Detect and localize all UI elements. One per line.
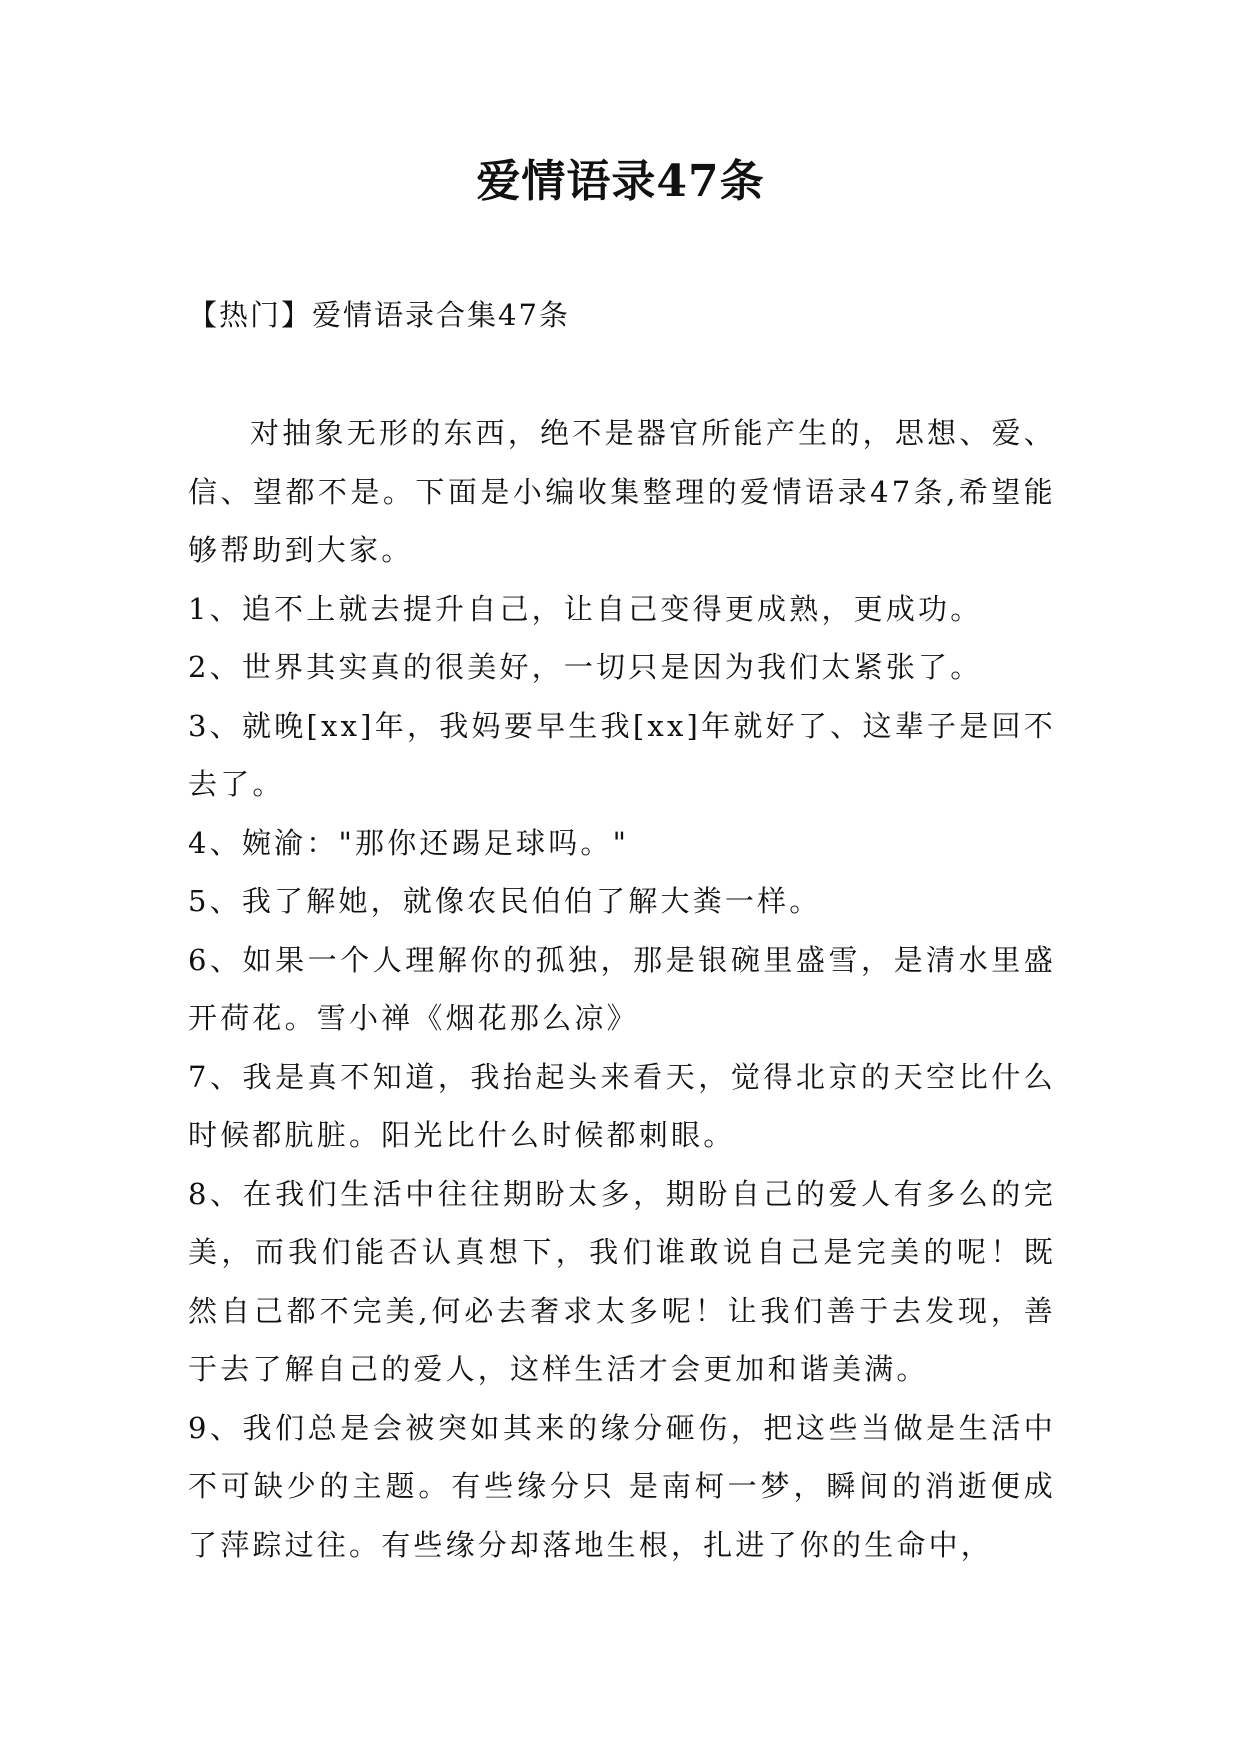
quote-item-7: 7、我是真不知道，我抬起头来看天，觉得北京的天空比什么时候都肮脏。阳光比什么时候都刺眼。 <box>188 1059 1056 1152</box>
quote-item-1: 1、追不上就去提升自己，让自己变得更成熟，更成功。 <box>188 591 983 626</box>
document-title: 爱情语录47条 <box>476 156 765 207</box>
intro-paragraph: 对抽象无形的东西，绝不是器官所能产生的，思想、爱、信、望都不是。下面是小编收集整理的爱情语录47条,希望能够帮助到大家。 <box>188 416 1056 567</box>
quote-item-3: 3、就晚[xx]年，我妈要早生我[xx]年就好了、这辈子是回不去了。 <box>188 708 1056 801</box>
quote-item-6: 6、如果一个人理解你的孤独，那是银碗里盛雪，是清水里盛开荷花。雪小禅《烟花那么凉》 <box>188 942 1056 1035</box>
document-body <box>188 404 1056 1574</box>
document-subtitle: 【热门】爱情语录合集47条 <box>188 298 570 332</box>
quote-item-2: 2、世界其实真的很美好，一切只是因为我们太紧张了。 <box>188 650 983 684</box>
quote-item-9: 9、我们总是会被突如其来的缘分砸伤，把这些当做是生活中不可缺少的主题。有些缘分只 是南柯一梦，瞬间的消逝便成了萍踪过往。有些缘分却落地生根，扎进了你的生命中， <box>188 1410 1056 1562</box>
quote-item-8: 8、在我们生活中往往期盼太多，期盼自己的爱人有多么的完美，而我们能否认真想下，我们谁敢说自己是完美的呢！既然自己都不完美,何必去奢求太多呢！让我们善于去发现，善于去了解自己的爱人，这样生活才会更加和谐美满。 <box>188 1176 1056 1386</box>
quote-item-5: 5、我了解她，就像农民伯伯了解大粪一样。 <box>188 884 822 918</box>
quote-item-4: 4、婉渝："那你还踢足球吗。" <box>188 825 630 860</box>
